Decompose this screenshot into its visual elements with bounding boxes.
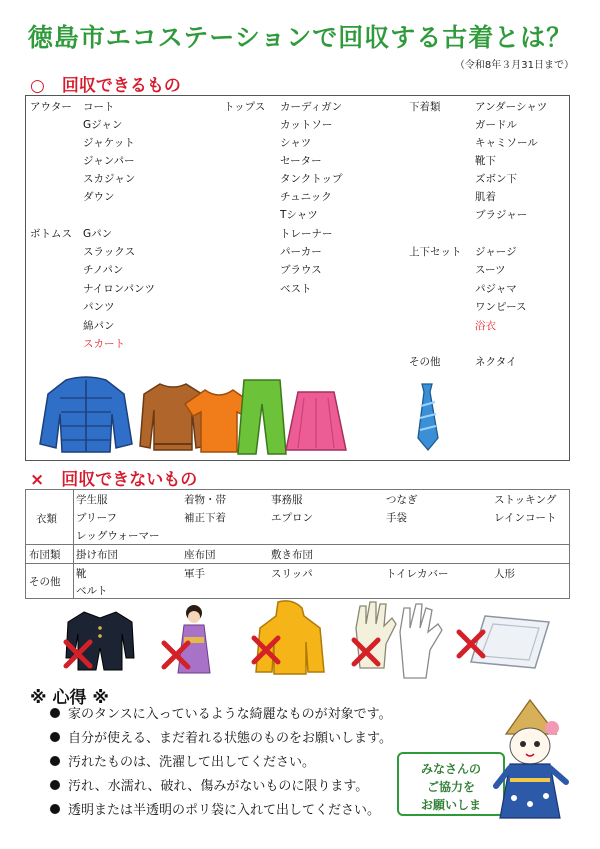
list-item: スーツ [475,264,506,276]
rejected-table [25,489,570,599]
rejected-heading: × 回収できないもの [30,470,198,490]
list-item: 肌着 [475,191,496,203]
list-item-highlight: スカート [83,338,125,350]
note-item: 透明または半透明のポリ袋に入れて出してください。 [50,799,380,818]
gloves-illustration [346,598,458,682]
list-item: カットソー [280,119,333,131]
category-outer: アウター [30,101,72,113]
list-item: 靴 [76,568,87,580]
bullet-icon [50,732,60,742]
list-item: Gパン [83,228,113,240]
list-item: ズボン下 [475,173,517,185]
table-cell [74,490,570,545]
list-item: 掛け布団 [76,549,118,561]
greeting-line: お願いしま [420,798,481,812]
note-item: 自分が使える、まだ着れる状態のものをお願いします。 [50,727,392,746]
list-item: 補正下着 [184,512,226,524]
list-item: アンダーシャツ [475,101,548,113]
table-cell [74,545,570,564]
list-item: 軍手 [184,568,205,580]
pants-illustration [236,378,288,456]
category-bottoms: ボトムス [30,228,72,240]
accepted-heading: ○ 回収できるもの [30,76,181,96]
list-item: 靴下 [475,155,496,167]
table-cell [26,490,74,545]
bullet-icon [50,756,60,766]
category-underwear: 下着類 [409,101,441,113]
kimono-illustration [160,603,220,675]
list-item: レインコート [494,512,557,524]
notes-heading: ※ 心得 ※ [30,688,109,708]
list-item: 人形 [494,568,515,580]
list-item: ガードル [475,119,517,131]
list-item: ベルト [76,585,108,597]
table-row [26,564,570,599]
list-item: スリッパ [271,568,313,580]
table-cell [74,564,570,599]
row-category: 衣類 [36,513,57,525]
list-item: 座布団 [184,549,216,561]
page-title: 徳島市エコステーションで回収する古着とは？ [27,23,573,52]
greeting-line: ご協力を [426,780,475,794]
list-item: シャツ [280,137,312,149]
list-item: パンツ [83,301,115,313]
list-item: チノパン [83,264,124,276]
list-item: ワンピース [475,301,527,313]
down-jacket-illustration [36,374,136,454]
list-item: パジャマ [475,283,517,295]
list-item: ブラジャー [475,209,528,221]
list-item: トレーナー [280,228,333,240]
list-item: レッグウォーマー [76,530,160,542]
table-row [26,545,570,564]
list-item: トイレカバー [386,568,449,580]
list-item: 敷き布団 [271,549,313,561]
list-item: ジャンパー [83,155,135,167]
list-item: ジャージ [475,246,517,258]
greeting-line: みなさんの [420,762,481,776]
list-item: ストッキング [494,494,557,506]
toilet-cover-illustration [455,610,555,674]
note-item: 汚れ、水濡れ、破れ、傷みがないものに限ります。 [50,775,368,794]
bullet-icon [50,780,60,790]
school-uniform-illustration [60,608,140,674]
table-cell [26,545,74,564]
list-item: ブリーフ [76,512,118,524]
list-item: エプロン [271,512,313,524]
mascot-illustration [490,698,572,828]
table-row [26,490,570,545]
list-item: パーカー [280,246,322,258]
row-category: その他 [29,576,61,588]
raincoat-illustration [248,598,328,678]
accepted-list-box [25,95,570,461]
date-note: （令和8年３月31日まで） [454,60,574,71]
bullet-icon [50,804,60,814]
necktie-illustration [412,382,442,452]
row-category: 布団類 [29,549,61,561]
list-item: コート [83,101,115,113]
list-item: 手袋 [386,512,407,524]
bullet-icon [50,708,60,718]
list-item: カーディガン [280,101,343,113]
list-item: スラックス [83,246,136,258]
list-item: Tシャツ [280,209,318,221]
list-item: ブラウス [280,264,322,276]
list-item: ベスト [280,283,312,295]
list-item: 学生服 [76,494,108,506]
skirt-illustration [284,388,348,454]
list-item: タンクトップ [280,173,343,185]
list-item: 綿パン [83,320,115,332]
category-tops: トップス [224,101,266,113]
note-item: 家のタンスに入っているような綺麗なものが対象です。 [50,703,392,722]
list-item: キャミソール [475,137,538,149]
list-item: ナイロンパンツ [83,283,156,295]
list-item: つなぎ [386,494,418,506]
list-item: Gジャン [83,119,123,131]
list-item: 事務服 [271,494,303,506]
greeting-box [397,752,505,816]
list-item: スカジャン [83,173,136,185]
list-item-highlight: 浴衣 [475,320,496,332]
note-item: 汚れたものは、洗濯して出してください。 [50,751,315,770]
category-sets: 上下セット [409,246,462,258]
list-item: ダウン [83,191,115,203]
list-item: チュニック [280,191,332,203]
list-item: 着物・帯 [184,494,226,506]
category-other: その他 [409,356,441,368]
list-item: セーター [280,155,322,167]
table-cell [26,564,74,599]
list-item: ジャケット [83,137,135,149]
list-item: ネクタイ [475,356,517,368]
